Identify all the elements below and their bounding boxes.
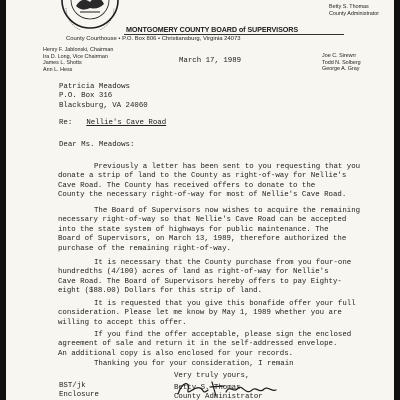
- signature-block: Betty S. Thomas County Administrator: [174, 384, 263, 400]
- closing: Very truly yours,: [174, 372, 250, 380]
- org-name: MONTGOMERY COUNTY BOARD of SUPERVISORS: [126, 25, 299, 34]
- members-left: Henry F. Jablonski, Chairman Ira D. Long, Vice Chairman James L. Shotts Ann L. Hess: [43, 47, 114, 73]
- county-seal: [58, 0, 122, 30]
- salutation: Dear Ms. Meadows:: [59, 141, 135, 149]
- paragraph-5: If you find the offer acceptable, please sign the enclosed agreement of sale and return it in the self-addressed envelope. An additional copy is also enclosed for your records.: [58, 331, 352, 358]
- members-right: Joe C. Sirewrr Todd N. Solberg George A. Gray: [322, 53, 361, 73]
- footer-initials: BST/jk Enclosure: [59, 382, 99, 400]
- header-rule: [124, 34, 344, 35]
- paragraph-1: Previously a letter has been sent to you requesting that you donate a strip of land to the County as right-of-way for Nellie's Cave Road. The County has received offers to donate to the County the necessary right-of-way for most of Nellie's Cave Road.: [58, 163, 361, 200]
- letter-date: March 17, 1989: [179, 57, 242, 65]
- recipient-address: Patricia Meadows P.O. Box 316 Blacksburg, VA 24060: [59, 83, 148, 110]
- letter-page: [6, 0, 394, 400]
- paragraph-4: It is requested that you give this bonafide offer your full consideration. Please let me know by May 1, 1989 whether you are willing to accept this offer.: [58, 300, 356, 327]
- administrator-block: Betty S. Thomas County Administrator: [329, 4, 380, 17]
- paragraph-3: It is necessary that the County purchase from you four-one hundredths (4/100) acres of land as right-of-way for Nellie's Cave Road. The Board of Supervisors hereby offers to pay Eighty- eight ($88.00) Dollars for this strip of land.: [58, 259, 352, 296]
- paragraph-6: Thanking you for your consideration, I remain: [94, 360, 294, 368]
- re-line: Re: Nellie's Cave Road: [59, 119, 167, 127]
- paragraph-2: The Board of Supervisors now wishes to acquire the remaining necessary right-of-way so that Nellie's Cave Road can be accepted into the state system of highways for public maintenance. The Board of Supervisors, on March 13, 1989, therefore authorized the purchase of the remaining right-of-way.: [58, 207, 361, 253]
- org-address: County Courthouse • P.O. Box 806 • Christiansburg, Virginia 24073: [66, 36, 241, 42]
